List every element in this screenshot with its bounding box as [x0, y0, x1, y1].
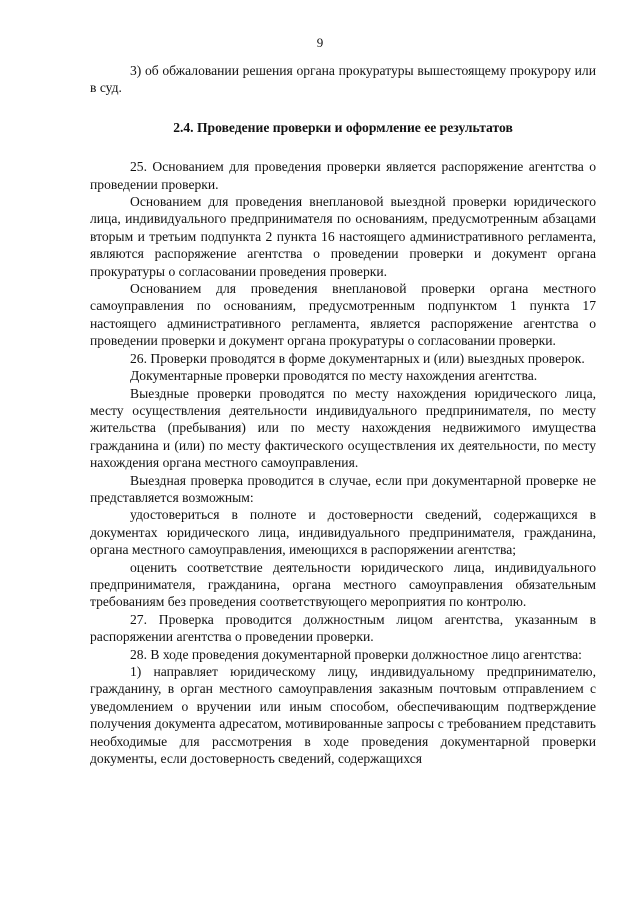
paragraph-documentary-location: Документарные проверки проводятся по месту нахождения агентства. [130, 368, 538, 384]
paragraph-appeal: 3) об обжаловании решения органа прокуратуры вышестоящему прокурору или в суд. [90, 63, 596, 96]
paragraph-26: 26. Проверки проводятся в форме документарных и (или) выездных проверок. [130, 350, 585, 366]
paragraph-onsite-condition: Выездная проверка проводится в случае, если при документарной проверке не представляется возможным: [90, 472, 596, 505]
paragraph-unscheduled-legal-entity: Основанием для проведения внеплановой выездной проверки юридического лица, индивидуального предпринимателя по основаниям, предусмотренным абзацами вторым и третьим подпункта 2 пункта 16 настоящего административного регламента, являются распоряжение агентства о проведении проверки и документ органа прокуратуры о согласовании проведения проверки. [90, 194, 596, 279]
paragraph-25: 25. Основанием для проведения проверки является распоряжение агентства о проведении проверки. [90, 159, 596, 192]
document-body [90, 62, 596, 767]
paragraph-27: 27. Проверка проводится должностным лицом агентства, указанным в распоряжении агентства о проведении проверки. [90, 611, 596, 645]
paragraph-unscheduled-local-gov: Основанием для проведения внеплановой проверки органа местного самоуправления по основаниям, предусмотренным подпунктом 1 пункта 17 настоящего административного регламента, является распоряжение агентства о проведении проверки и документ органа прокуратуры о согласовании проверки. [90, 281, 596, 349]
paragraph-verify-completeness: удостовериться в полноте и достоверности сведений, содержащихся в документах юридического лица, индивидуального предпринимателя, гражданина, органа местного самоуправления, имеющихся в распоряжении агентства; [90, 507, 596, 558]
paragraph-assess-compliance: оценить соответствие деятельности юридического лица, индивидуального предпринимателя, гражданина, органа местного самоуправления обязательным требованиям без проведения соответствующего мероприятия по контролю. [90, 559, 596, 610]
section-heading: 2.4. Проведение проверки и оформление ее результатов [173, 119, 513, 135]
paragraph-28: 28. В ходе проведения документарной проверки должностное лицо агентства: [130, 646, 582, 662]
page-number: 9 [316, 35, 324, 50]
paragraph-onsite-location: Выездные проверки проводятся по месту нахождения юридического лица, месту осуществления деятельности индивидуального предпринимателя, по месту жительства (пребывания) или по месту нахождения недвижимого имущества гражданина и (или) по месту фактического осуществления их деятельности, по месту нахождения органа местного самоуправления. [90, 385, 596, 471]
paragraph-28-item-1: 1) направляет юридическому лицу, индивидуальному предпринимателю, гражданину, в орган местного самоуправления заказным почтовым отправлением с уведомлением о вручении или иным способом, обеспечивающим подтверждение получения документа адресатом, мотивированные запросы с требованием представить необходимые для рассмотрения в ходе проведения документарной проверки документы, если достоверность сведений, содержащихся [90, 664, 596, 767]
